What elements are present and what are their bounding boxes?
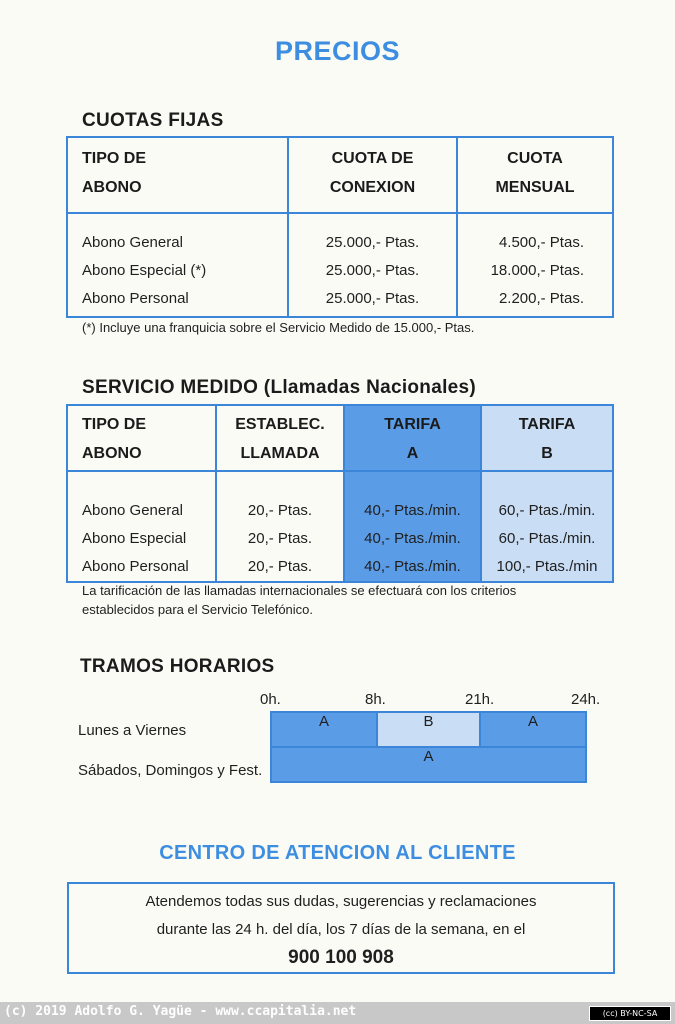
- table-cell: 18.000,- Ptas.: [490, 262, 584, 279]
- weekday-label: Lunes a Viernes: [78, 722, 187, 739]
- table-cell: 60,- Ptas./min.: [498, 502, 596, 519]
- column-establec: [216, 471, 344, 582]
- header-tarifa-b: TARIFA B: [481, 405, 613, 471]
- header-tarifa-a: TARIFA A: [344, 405, 481, 471]
- servicio-medido-note: [82, 581, 516, 619]
- table-cell: 20,- Ptas.: [247, 558, 313, 575]
- table-cell: 25.000,- Ptas.: [325, 262, 420, 279]
- table-cell: 100,- Ptas./min: [496, 558, 598, 575]
- table-cell: 40,- Ptas./min.: [364, 530, 461, 547]
- column-tipo: [67, 213, 288, 317]
- table-cell: 40,- Ptas./min.: [364, 558, 461, 575]
- table-cell: 25.000,- Ptas.: [325, 234, 420, 251]
- table-cell: 2.200,- Ptas.: [498, 290, 584, 307]
- table-cell: Abono Especial: [82, 530, 187, 547]
- page-title: PRECIOS: [274, 36, 401, 66]
- table-cell: 25.000,- Ptas.: [325, 290, 420, 307]
- atencion-box: [67, 882, 615, 974]
- header-tipo-abono: TIPO DE ABONO: [67, 137, 288, 213]
- cuotas-fijas-heading: CUOTAS FIJAS: [82, 110, 224, 131]
- table-cell: 4.500,- Ptas.: [498, 234, 584, 251]
- header-establec-llamada: ESTABLEC. LLAMADA: [216, 405, 344, 471]
- footer-credit: (c) 2019 Adolfo G. Yagüe - www.ccapitalia.net: [4, 1004, 357, 1019]
- table-cell: 40,- Ptas./min.: [364, 502, 461, 519]
- weekend-label: Sábados, Domingos y Fest.: [78, 762, 263, 779]
- column-tipo: [67, 471, 216, 582]
- cuotas-fijas-note: (*) Incluye una franquicia sobre el Servicio Medido de 15.000,- Ptas.: [82, 320, 475, 335]
- column-conexion: [288, 213, 457, 317]
- phone-number: 900 100 908: [288, 947, 394, 968]
- table-cell: 20,- Ptas.: [247, 530, 313, 547]
- table-cell: Abono Personal: [82, 558, 189, 575]
- atencion-heading: CENTRO DE ATENCION AL CLIENTE: [159, 842, 516, 864]
- weekday-band-a-morning: A: [271, 712, 377, 747]
- header-cuota-mensual: CUOTA MENSUAL: [457, 137, 613, 213]
- servicio-medido-heading: SERVICIO MEDIDO (Llamadas Nacionales): [82, 377, 477, 398]
- hour-label-21: 21h.: [465, 691, 495, 708]
- table-cell: Abono Especial (*): [82, 262, 207, 279]
- table-cell: Abono General: [82, 502, 183, 519]
- note-line: establecidos para el Servicio Telefónico.: [82, 602, 314, 617]
- table-cell: 20,- Ptas.: [247, 502, 313, 519]
- column-mensual: [457, 213, 613, 317]
- table-cell: Abono Personal: [82, 290, 189, 307]
- time-bands-table: [270, 711, 587, 783]
- footer-bar: [0, 1002, 675, 1024]
- column-tarifa-b: [481, 471, 613, 582]
- license-badge: (cc) BY-NC-SA: [589, 1006, 671, 1021]
- atencion-line1: Atendemos todas sus dudas, sugerencias y reclamaciones: [145, 893, 537, 910]
- table-cell: 60,- Ptas./min.: [498, 530, 596, 547]
- hour-label-24: 24h.: [571, 691, 601, 708]
- column-tarifa-a: [344, 471, 481, 582]
- note-line: La tarificación de las llamadas internacionales se efectuará con los criterios: [82, 583, 517, 598]
- atencion-line2: durante las 24 h. del día, los 7 días de la semana, en el: [156, 921, 526, 938]
- hour-label-0: 0h.: [260, 691, 281, 708]
- hour-label-8: 8h.: [365, 691, 386, 708]
- weekday-band-a-night: A: [480, 712, 586, 747]
- weekend-band-a: A: [271, 747, 586, 782]
- cuotas-fijas-table: [66, 136, 614, 318]
- tramos-heading: TRAMOS HORARIOS: [80, 656, 275, 677]
- weekday-band-b: B: [377, 712, 480, 747]
- header-cuota-conexion: CUOTA DE CONEXION: [288, 137, 457, 213]
- servicio-medido-table: [66, 404, 614, 583]
- table-cell: Abono General: [82, 234, 183, 251]
- header-tipo-abono: TIPO DE ABONO: [67, 405, 216, 471]
